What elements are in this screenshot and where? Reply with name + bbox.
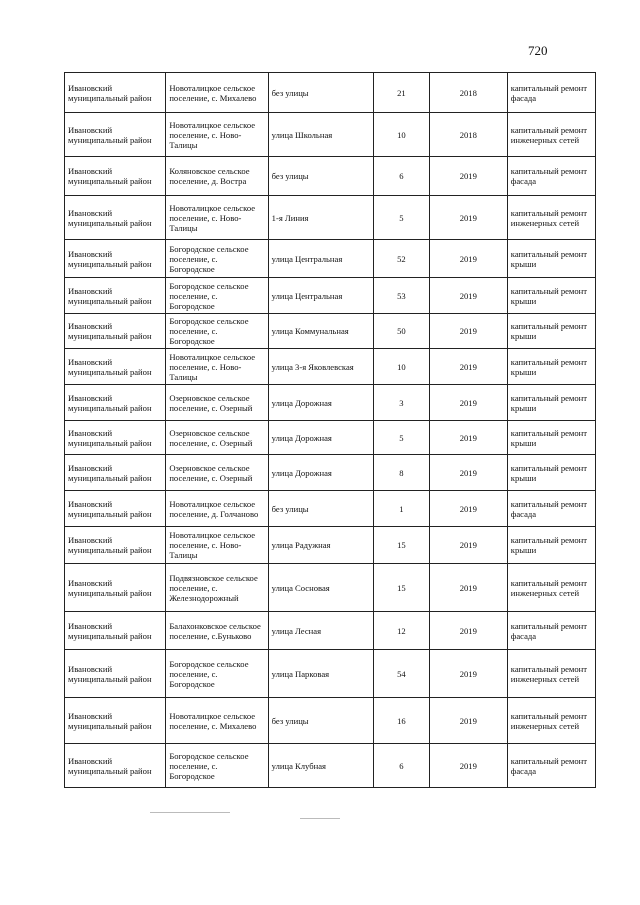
district-cell: Ивановский муниципальный район bbox=[65, 240, 166, 278]
work-type-cell: капитальный ремонт крыши bbox=[507, 278, 595, 314]
street-cell: улица Клубная bbox=[268, 744, 373, 788]
table-row bbox=[65, 278, 596, 314]
table-row bbox=[65, 421, 596, 455]
street-cell: без улицы bbox=[268, 698, 373, 744]
settlement-cell: Богородское сельское поселение, с. Богородское bbox=[166, 240, 268, 278]
table-row bbox=[65, 491, 596, 527]
year-cell: 2019 bbox=[429, 278, 507, 314]
year-cell: 2019 bbox=[429, 527, 507, 564]
house-number-cell: 21 bbox=[374, 73, 430, 113]
house-number-cell: 54 bbox=[374, 650, 430, 698]
district-cell: Ивановский муниципальный район bbox=[65, 527, 166, 564]
street-cell: 1-я Линия bbox=[268, 196, 373, 240]
street-cell: улица 3-я Яковлевская bbox=[268, 349, 373, 385]
street-cell: без улицы bbox=[268, 491, 373, 527]
district-cell: Ивановский муниципальный район bbox=[65, 698, 166, 744]
settlement-cell: Богородское сельское поселение, с. Богородское bbox=[166, 278, 268, 314]
district-cell: Ивановский муниципальный район bbox=[65, 612, 166, 650]
settlement-cell: Балахонковское сельское поселение, с.Буньково bbox=[166, 612, 268, 650]
year-cell: 2019 bbox=[429, 564, 507, 612]
house-number-cell: 5 bbox=[374, 196, 430, 240]
work-type-cell: капитальный ремонт крыши bbox=[507, 385, 595, 421]
year-cell: 2019 bbox=[429, 744, 507, 788]
table-row bbox=[65, 650, 596, 698]
table-row bbox=[65, 744, 596, 788]
district-cell: Ивановский муниципальный район bbox=[65, 385, 166, 421]
district-cell: Ивановский муниципальный район bbox=[65, 314, 166, 349]
settlement-cell: Новоталицкое сельское поселение, с. Ново-Талицы bbox=[166, 196, 268, 240]
table-row bbox=[65, 564, 596, 612]
house-number-cell: 6 bbox=[374, 744, 430, 788]
house-number-cell: 6 bbox=[374, 157, 430, 196]
street-cell: улица Радужная bbox=[268, 527, 373, 564]
work-type-cell: капитальный ремонт крыши bbox=[507, 455, 595, 491]
year-cell: 2018 bbox=[429, 73, 507, 113]
district-cell: Ивановский муниципальный район bbox=[65, 113, 166, 157]
settlement-cell: Богородское сельское поселение, с. Богородское bbox=[166, 650, 268, 698]
work-type-cell: капитальный ремонт фасада bbox=[507, 612, 595, 650]
settlement-cell: Новоталицкое сельское поселение, с. Ново-Талицы bbox=[166, 527, 268, 564]
district-cell: Ивановский муниципальный район bbox=[65, 349, 166, 385]
settlement-cell: Богородское сельское поселение, с. Богородское bbox=[166, 314, 268, 349]
table-row bbox=[65, 527, 596, 564]
settlement-cell: Новоталицкое сельское поселение, с. Михалево bbox=[166, 73, 268, 113]
house-number-cell: 10 bbox=[374, 113, 430, 157]
house-number-cell: 15 bbox=[374, 564, 430, 612]
street-cell: без улицы bbox=[268, 73, 373, 113]
year-cell: 2019 bbox=[429, 491, 507, 527]
house-number-cell: 52 bbox=[374, 240, 430, 278]
district-cell: Ивановский муниципальный район bbox=[65, 650, 166, 698]
table-row bbox=[65, 240, 596, 278]
scan-mark bbox=[150, 812, 230, 813]
settlement-cell: Озерновское сельское поселение, с. Озерный bbox=[166, 385, 268, 421]
year-cell: 2019 bbox=[429, 157, 507, 196]
house-number-cell: 50 bbox=[374, 314, 430, 349]
table-row bbox=[65, 314, 596, 349]
settlement-cell: Подвязновское сельское поселение, с. Железнодорожный bbox=[166, 564, 268, 612]
street-cell: улица Дорожная bbox=[268, 385, 373, 421]
work-type-cell: капитальный ремонт крыши bbox=[507, 421, 595, 455]
district-cell: Ивановский муниципальный район bbox=[65, 491, 166, 527]
house-number-cell: 15 bbox=[374, 527, 430, 564]
street-cell: улица Центральная bbox=[268, 278, 373, 314]
table-row bbox=[65, 612, 596, 650]
work-type-cell: капитальный ремонт инженерных сетей bbox=[507, 113, 595, 157]
work-type-cell: капитальный ремонт инженерных сетей bbox=[507, 698, 595, 744]
year-cell: 2019 bbox=[429, 650, 507, 698]
house-number-cell: 3 bbox=[374, 385, 430, 421]
settlement-cell: Коляновское сельское поселение, д. Востра bbox=[166, 157, 268, 196]
work-type-cell: капитальный ремонт инженерных сетей bbox=[507, 196, 595, 240]
table-row bbox=[65, 455, 596, 491]
table-row bbox=[65, 698, 596, 744]
work-type-cell: капитальный ремонт крыши bbox=[507, 349, 595, 385]
year-cell: 2019 bbox=[429, 314, 507, 349]
settlement-cell: Озерновское сельское поселение, с. Озерный bbox=[166, 455, 268, 491]
housing-repair-table bbox=[64, 72, 596, 788]
year-cell: 2018 bbox=[429, 113, 507, 157]
house-number-cell: 8 bbox=[374, 455, 430, 491]
house-number-cell: 16 bbox=[374, 698, 430, 744]
work-type-cell: капитальный ремонт фасада bbox=[507, 73, 595, 113]
settlement-cell: Новоталицкое сельское поселение, с. Ново-Талицы bbox=[166, 349, 268, 385]
year-cell: 2019 bbox=[429, 421, 507, 455]
district-cell: Ивановский муниципальный район bbox=[65, 421, 166, 455]
page-number: 720 bbox=[528, 43, 548, 58]
street-cell: без улицы bbox=[268, 157, 373, 196]
work-type-cell: капитальный ремонт крыши bbox=[507, 314, 595, 349]
year-cell: 2019 bbox=[429, 196, 507, 240]
settlement-cell: Новоталицкое сельское поселение, д. Голчаново bbox=[166, 491, 268, 527]
street-cell: улица Лесная bbox=[268, 612, 373, 650]
district-cell: Ивановский муниципальный район bbox=[65, 157, 166, 196]
street-cell: улица Сосновая bbox=[268, 564, 373, 612]
year-cell: 2019 bbox=[429, 455, 507, 491]
year-cell: 2019 bbox=[429, 240, 507, 278]
year-cell: 2019 bbox=[429, 612, 507, 650]
table-row bbox=[65, 385, 596, 421]
district-cell: Ивановский муниципальный район bbox=[65, 278, 166, 314]
street-cell: улица Дорожная bbox=[268, 421, 373, 455]
district-cell: Ивановский муниципальный район bbox=[65, 455, 166, 491]
year-cell: 2019 bbox=[429, 385, 507, 421]
table-row bbox=[65, 349, 596, 385]
house-number-cell: 10 bbox=[374, 349, 430, 385]
work-type-cell: капитальный ремонт инженерных сетей bbox=[507, 650, 595, 698]
street-cell: улица Школьная bbox=[268, 113, 373, 157]
work-type-cell: капитальный ремонт фасада bbox=[507, 491, 595, 527]
work-type-cell: капитальный ремонт фасада bbox=[507, 744, 595, 788]
table-body bbox=[65, 73, 596, 788]
year-cell: 2019 bbox=[429, 698, 507, 744]
district-cell: Ивановский муниципальный район bbox=[65, 73, 166, 113]
street-cell: улица Центральная bbox=[268, 240, 373, 278]
table-row bbox=[65, 113, 596, 157]
table-row bbox=[65, 196, 596, 240]
scan-mark bbox=[300, 818, 340, 819]
settlement-cell: Озерновское сельское поселение, с. Озерный bbox=[166, 421, 268, 455]
work-type-cell: капитальный ремонт крыши bbox=[507, 527, 595, 564]
house-number-cell: 1 bbox=[374, 491, 430, 527]
settlement-cell: Новоталицкое сельское поселение, с. Михалево bbox=[166, 698, 268, 744]
district-cell: Ивановский муниципальный район bbox=[65, 744, 166, 788]
work-type-cell: капитальный ремонт фасада bbox=[507, 157, 595, 196]
house-number-cell: 12 bbox=[374, 612, 430, 650]
year-cell: 2019 bbox=[429, 349, 507, 385]
table-row bbox=[65, 157, 596, 196]
work-type-cell: капитальный ремонт крыши bbox=[507, 240, 595, 278]
table-row bbox=[65, 73, 596, 113]
settlement-cell: Новоталицкое сельское поселение, с. Ново-Талицы bbox=[166, 113, 268, 157]
house-number-cell: 53 bbox=[374, 278, 430, 314]
settlement-cell: Богородское сельское поселение, с. Богородское bbox=[166, 744, 268, 788]
district-cell: Ивановский муниципальный район bbox=[65, 196, 166, 240]
street-cell: улица Коммунальная bbox=[268, 314, 373, 349]
street-cell: улица Дорожная bbox=[268, 455, 373, 491]
house-number-cell: 5 bbox=[374, 421, 430, 455]
street-cell: улица Парковая bbox=[268, 650, 373, 698]
work-type-cell: капитальный ремонт инженерных сетей bbox=[507, 564, 595, 612]
district-cell: Ивановский муниципальный район bbox=[65, 564, 166, 612]
